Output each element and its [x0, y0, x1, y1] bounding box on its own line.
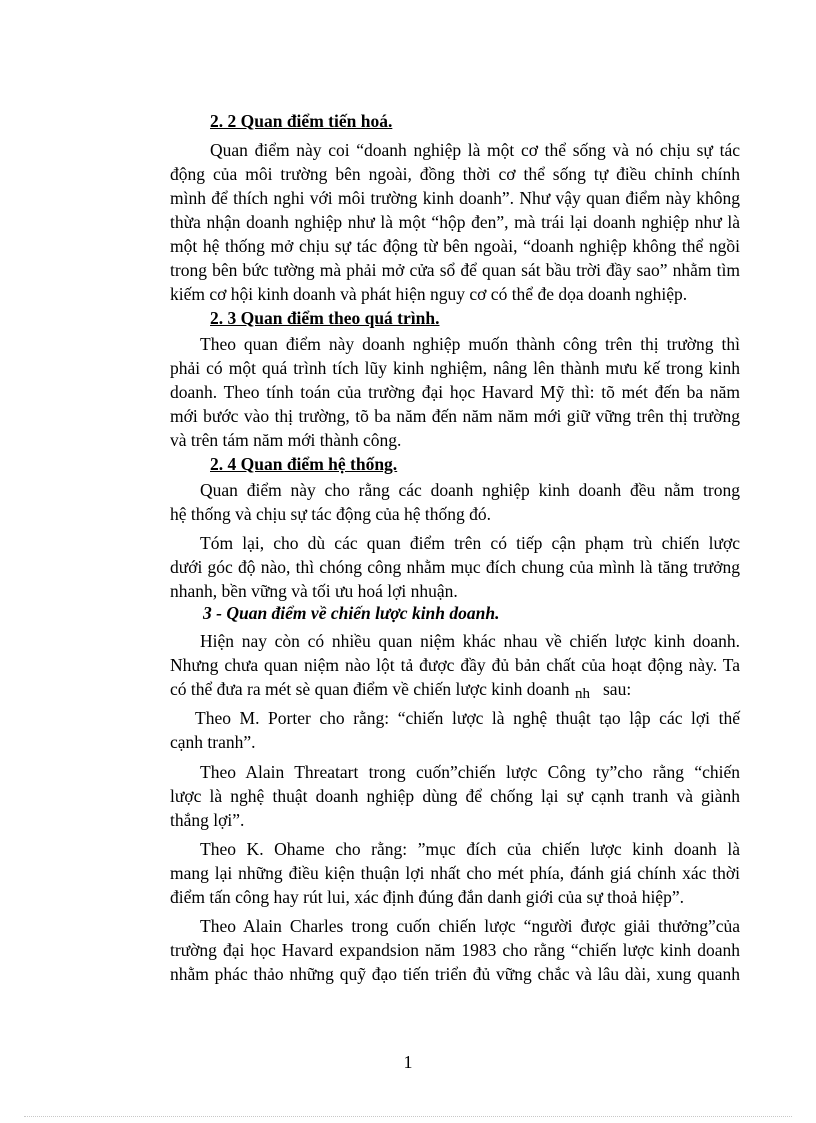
text: Theo K. Ohame cho rằng: ”mục đích của chiến lược kinh doanh là: [200, 839, 740, 859]
text-line: [0, 652, 816, 678]
text-line: [0, 705, 816, 731]
text: trong bên bức tường mà phải mở cửa sổ để quan sát bầu trời đầy sao” nhằm tìm: [170, 260, 740, 280]
text: Theo Alain Charles trong cuốn chiến lược “người được giải thưởng”của: [200, 916, 740, 936]
text-line: [0, 676, 816, 702]
text: Quan điểm này coi “doanh nghiệp là một cơ thể sống và nó chịu sự tác: [210, 140, 740, 160]
text-line: [0, 355, 816, 381]
text-line: [0, 477, 816, 503]
text-line: [0, 554, 816, 580]
text-line: [0, 331, 816, 357]
text-line: [0, 501, 816, 527]
text-line: [0, 783, 816, 809]
heading-text: 2. 3 Quan điểm theo quá trình.: [210, 308, 440, 328]
text-line: [0, 257, 816, 283]
text-line: [0, 913, 816, 939]
heading-2-4: [0, 451, 816, 477]
text-line: [0, 937, 816, 963]
heading-text: 2. 4 Quan điểm hệ thống.: [210, 454, 398, 474]
text-line: [0, 427, 816, 453]
text-line: [0, 403, 816, 429]
text: trường đại học Havard expandsion năm 1983 cho rằng “chiến lược kinh doanh: [170, 940, 740, 960]
text: dưới góc độ nào, thì chóng công nhằm mục đích chung của mình là tăng trưởng: [170, 557, 740, 577]
text-line: [0, 233, 816, 259]
text: lược là nghệ thuật doanh nghiệp dùng để chống lại sự cạnh tranh và giành: [170, 786, 740, 806]
text-line: [0, 836, 816, 862]
text-line: [0, 884, 816, 910]
heading-2-2: [0, 108, 816, 134]
text-fragment: nh: [575, 686, 590, 702]
text: mình để thích nghi với môi trường kinh doanh”. Như vậy quan điểm này không: [170, 188, 740, 208]
text: Nhưng chưa quan niệm nào lột tả được đầy đủ bản chất của hoạt động này. Ta: [170, 655, 740, 675]
text-line: [0, 209, 816, 235]
page-bottom-rule: [24, 1116, 792, 1117]
text-line: [0, 961, 816, 987]
text: kiếm cơ hội kinh doanh và phát hiện nguy cơ có thể đe dọa doanh nghiệp.: [170, 284, 688, 304]
text-line: [0, 185, 816, 211]
text: nhằm phác thảo những quỹ đạo tiến triển đủ vững chắc và lâu dài, xung quanh: [170, 964, 740, 984]
text: Theo M. Porter cho rằng: “chiến lược là nghệ thuật tạo lập các lợi thế: [195, 708, 740, 728]
heading-text: 3 - Quan điểm về chiến lược kinh doanh.: [203, 603, 500, 623]
heading-3: [0, 600, 816, 626]
text: Theo Alain Threatart trong cuốn”chiến lược Công ty”cho rằng “chiến: [200, 762, 740, 782]
text-line: [0, 628, 816, 654]
text-line: [0, 379, 816, 405]
text: một hệ thống mở chịu sự tác động từ bên ngoài, “doanh nghiệp không thể ngồi: [170, 236, 740, 256]
text: Hiện nay còn có nhiều quan niệm khác nhau về chiến lược kinh doanh.: [200, 631, 740, 651]
text: Tóm lại, cho dù các quan điểm trên có tiếp cận phạm trù chiến lược: [200, 533, 740, 553]
text: phải có một quá trình tích lũy kinh nghiệm, nâng lên thành mưu kế trong kinh: [170, 358, 740, 378]
text: có thể đưa ra mét sè quan điểm về chiến lược kinh doanh: [170, 679, 570, 699]
text: thừa nhận doanh nghiệp như là một “hộp đen”, mà trái lại doanh nghiệp như là: [170, 212, 740, 232]
text-line: [0, 281, 816, 307]
text: thắng lợi”.: [170, 810, 245, 830]
text: động của môi trường bên ngoài, đồng thời cơ thể sống tự điều chỉnh chính: [170, 164, 740, 184]
page-number: 1: [403, 1052, 413, 1072]
heading-2-3: [0, 305, 816, 331]
text: mới bước vào thị trường, tõ ba năm đến năm năm mới giữ vững trên thị trường: [170, 406, 740, 426]
text: doanh. Theo tính toán của trường đại học Havard Mỹ thì: tõ mét đến ba năm: [170, 382, 740, 402]
text: điểm tấn công hay rút lui, xác định đúng đắn danh giới của sự thoả hiệp”.: [170, 887, 684, 907]
heading-text: 2. 2 Quan điểm tiến hoá.: [210, 111, 393, 131]
text: mang lại những điều kiện thuận lợi nhất cho mét phía, đánh giá chính xác thời: [170, 863, 740, 883]
text: nhanh, bền vững và tối ưu hoá lợi nhuận.: [170, 581, 458, 601]
text: cạnh tranh”.: [170, 732, 256, 752]
text: và trên tám năm mới thành công.: [170, 430, 402, 450]
text-line: [0, 530, 816, 556]
text-line: [0, 729, 816, 755]
text: Quan điểm này cho rằng các doanh nghiệp kinh doanh đều nằm trong: [200, 480, 740, 500]
text-line: [0, 161, 816, 187]
text: sau:: [603, 679, 632, 699]
text-line: [0, 759, 816, 785]
text: Theo quan điểm này doanh nghiệp muốn thành công trên thị trường thì: [200, 334, 740, 354]
text-line: [0, 807, 816, 833]
text-line: [0, 860, 816, 886]
text: hệ thống và chịu sự tác động của hệ thống đó.: [170, 504, 492, 524]
text-line: [0, 137, 816, 163]
